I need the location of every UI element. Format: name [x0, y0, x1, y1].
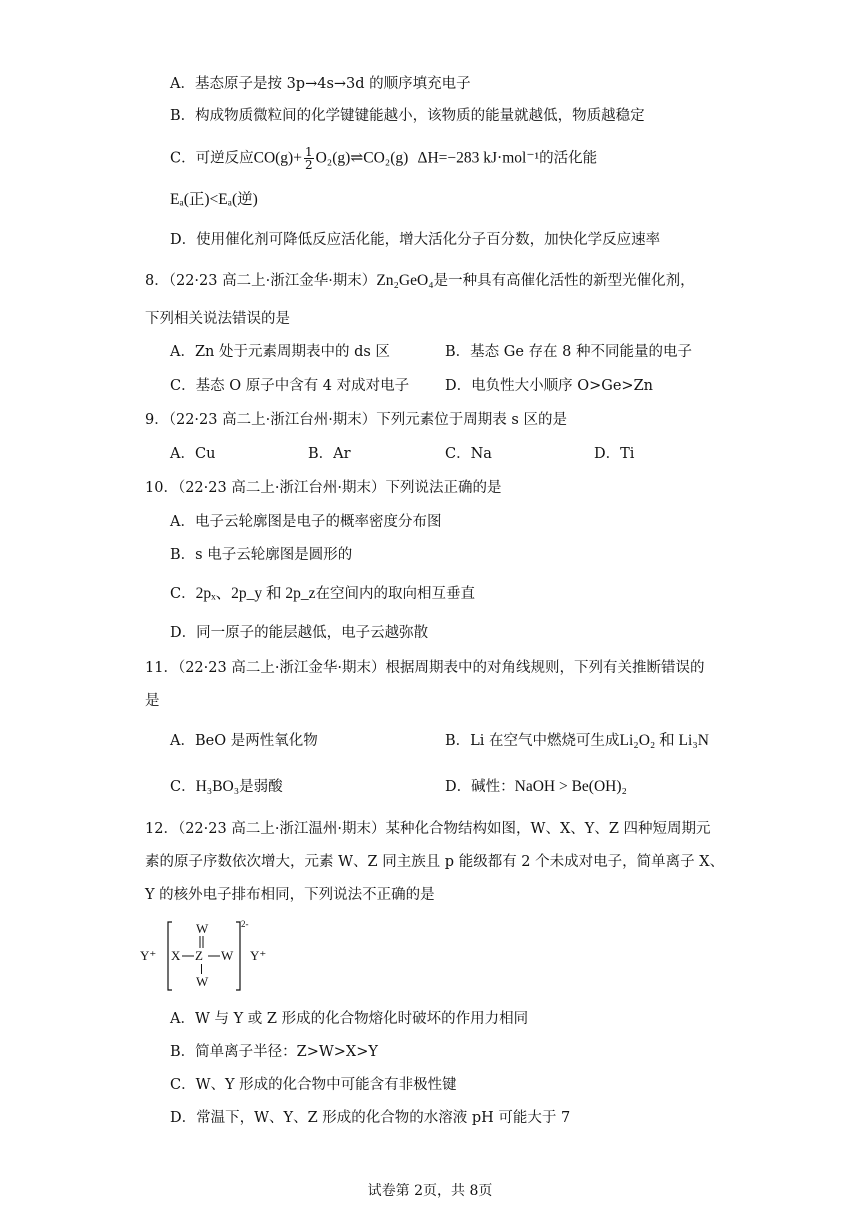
compound-structure-diagram [140, 918, 280, 994]
struct-x: X [171, 948, 181, 963]
q7-option-c-prefix: C．可逆反应 [170, 150, 254, 167]
q10-option-b: B．s 电子云轮廓图是圆形的 [170, 547, 353, 563]
fraction-numerator: 1 [304, 145, 313, 159]
q9-option-c: C．Na [445, 446, 492, 462]
q7-option-c [170, 146, 597, 171]
q12-stem-line2: 素的原子序数依次增大，元素 W、Z 同主族且 p 能级都有 2 个未成对电子，简单离子 X、 [145, 854, 725, 870]
q10-option-d: D．同一原子的能层越低，电子云越弥散 [170, 625, 429, 641]
q7-option-a: A．基态原子是按 3p→4s→3d 的顺序填充电子 [170, 76, 471, 92]
q11-option-c-formula: H₃BO₃ [195, 778, 240, 795]
q11-option-d [445, 777, 627, 797]
q12-stem-line3: Y 的核外电子排布相同，下列说法不正确的是 [145, 887, 435, 903]
q11-option-a: A．BeO 是两性氧化物 [170, 733, 318, 749]
q8-option-b: B．基态 Ge 存在 8 种不同能量的电子 [445, 344, 692, 360]
q8-option-d: D．电负性大小顺序 O>Ge>Zn [445, 378, 653, 394]
struct-w-top: W [196, 921, 209, 936]
struct-w-right: W [221, 948, 234, 963]
q7-option-c-o2: O₂(g)⇌CO₂(g) [315, 149, 409, 167]
q11-option-c-suffix: 是弱酸 [239, 779, 283, 795]
q11-option-b-formula: Li₂O₂ 和 Li₃N [619, 732, 709, 749]
q11-stem: 11．（22·23 高二上·浙江金华·期末）根据周期表中的对角线规则，下列有关推断错误的 [145, 660, 705, 676]
struct-y-left: Y⁺ [140, 948, 157, 963]
q10-option-c-formula: 2pₓ、2p_y 和 2p_z [195, 585, 316, 602]
q8-stem-prefix: 8．（22·23 高二上·浙江金华·期末） [145, 273, 377, 289]
page-footer: 试卷第 2页，共 8页 [367, 1183, 493, 1199]
q8-option-a: A．Zn 处于元素周期表中的 ds 区 [170, 344, 390, 360]
q8-stem-line2: 下列相关说法错误的是 [145, 311, 290, 327]
q11-stem-line2: 是 [145, 693, 160, 709]
right-bracket [236, 922, 240, 990]
q8-stem [145, 271, 695, 291]
struct-w-bottom: W [196, 974, 209, 989]
fraction-denominator: 2 [304, 158, 313, 172]
q11-option-c-label: C． [170, 779, 196, 795]
q7-option-c-dh: ΔH=−283 kJ·mol⁻¹ [417, 149, 540, 167]
q11-option-c [170, 777, 283, 797]
q9-option-a: A．Cu [170, 446, 216, 462]
struct-charge: 2- [241, 919, 249, 929]
q8-stem-suffix: 是一种具有高催化活性的新型光催化剂， [433, 273, 695, 289]
q7-option-c-co: CO(g)+ [253, 149, 302, 167]
q7-option-d: D．使用催化剂可降低反应活化能，增大活化分子百分数，加快化学反应速率 [170, 232, 661, 248]
q8-option-c: C．基态 O 原子中含有 4 对成对电子 [170, 378, 410, 394]
q11-option-b-prefix: B．Li 在空气中燃烧可生成 [445, 733, 620, 749]
q8-formula: Zn₂GeO₄ [376, 272, 434, 289]
q11-option-d-prefix: D．碱性： [445, 779, 515, 795]
q10-stem: 10．（22·23 高二上·浙江台州·期末）下列说法正确的是 [145, 480, 502, 496]
q10-option-c-suffix: 在空间内的取向相互垂直 [315, 586, 475, 602]
q10-option-c-label: C． [170, 586, 196, 602]
q11-option-b [445, 731, 709, 751]
q7-option-c-line2: Eₐ(正)<Eₐ(逆) [170, 191, 258, 208]
q9-stem: 9．（22·23 高二上·浙江台州·期末）下列元素位于周期表 s 区的是 [145, 412, 567, 428]
q10-option-a: A．电子云轮廓图是电子的概率密度分布图 [170, 514, 442, 530]
q7-option-c-fraction [304, 146, 314, 171]
q10-option-c [170, 584, 475, 604]
q12-stem-line1: 12．（22·23 高二上·浙江温州·期末）某种化合物结构如图，W、X、Y、Z 四种短周期元 [145, 821, 711, 837]
q12-option-d: D．常温下，W、Y、Z 形成的化合物的水溶液 pH 可能大于 7 [170, 1110, 571, 1126]
q12-option-a: A．W 与 Y 或 Z 形成的化合物熔化时破坏的作用力相同 [170, 1011, 529, 1027]
q7-option-b: B．构成物质微粒间的化学键键能越小，该物质的能量就越低，物质越稳定 [170, 108, 645, 124]
q12-option-c: C．W、Y 形成的化合物中可能含有非极性键 [170, 1077, 457, 1093]
q12-option-b: B．简单离子半径：Z>W>X>Y [170, 1044, 378, 1060]
q9-option-d: D．Ti [594, 446, 635, 462]
q7-option-c-suffix: 的活化能 [539, 150, 598, 167]
struct-z: Z [195, 948, 203, 963]
struct-y-right: Y⁺ [250, 948, 267, 963]
q11-option-d-formula: NaOH > Be(OH)₂ [514, 778, 627, 795]
q9-option-b: B．Ar [308, 446, 351, 462]
